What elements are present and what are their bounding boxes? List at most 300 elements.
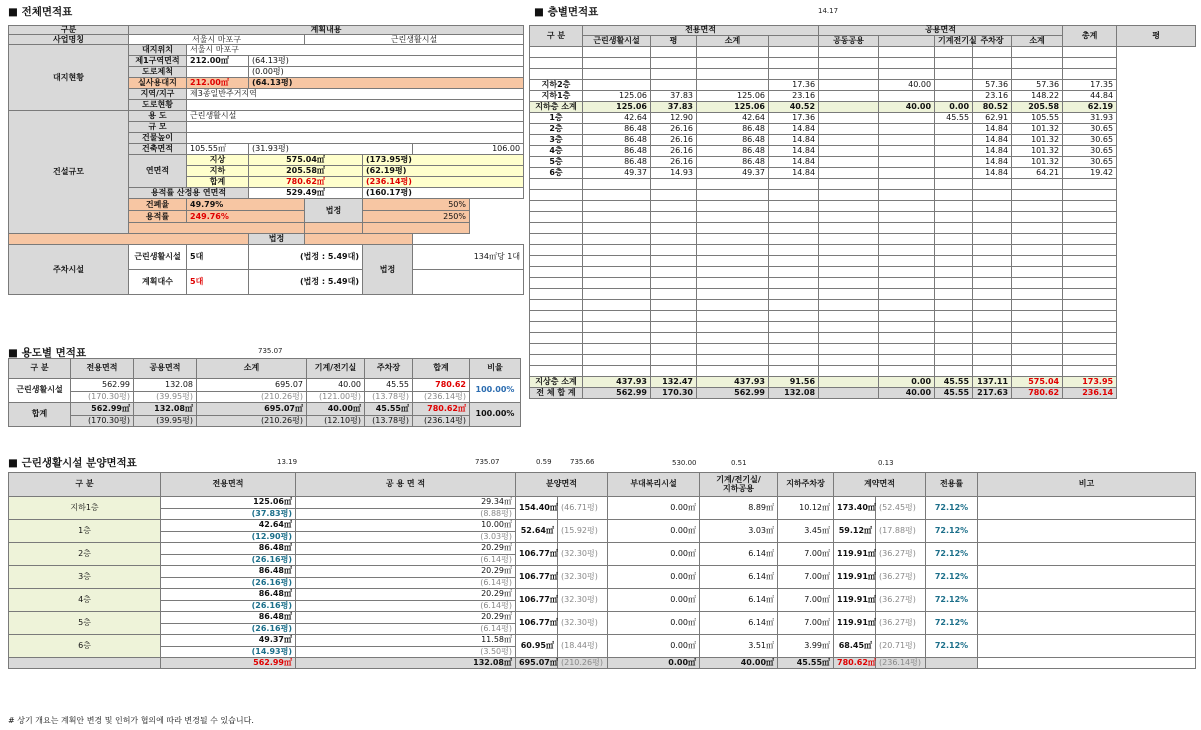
- far-label: 용적률: [129, 211, 187, 223]
- empty-cell: [651, 366, 697, 377]
- parking-use-legal: (법정 : 5.49대): [249, 245, 363, 270]
- col-head-plan: 계획내용: [129, 26, 524, 35]
- sale-col-head: 공 용 면 적: [296, 473, 516, 497]
- floor-cell: 148.22: [1012, 91, 1063, 102]
- empty-cell: [819, 212, 879, 223]
- sale-contract-pyeong: (36.27평): [876, 543, 926, 566]
- empty-cell: [769, 289, 819, 300]
- floor-grand-cell: 780.62: [1012, 388, 1063, 399]
- bcr-label: 건폐율: [129, 199, 187, 211]
- empty-cell: [697, 289, 769, 300]
- empty-cell: [879, 245, 935, 256]
- sale-common-pyeong: (3.50평): [296, 647, 516, 658]
- floor-cell: [819, 69, 879, 80]
- floor-cell: 86.48: [697, 146, 769, 157]
- floor-cell: 14.93: [651, 168, 697, 179]
- empty-cell: [973, 256, 1012, 267]
- empty-cell: [819, 201, 879, 212]
- empty-cell: [879, 300, 935, 311]
- floor-bottom-note: 0.13: [878, 459, 894, 467]
- floor-cell: 17.35: [1063, 80, 1117, 91]
- floor-cell: 105.55: [1012, 113, 1063, 124]
- empty-cell: [973, 322, 1012, 333]
- empty-cell: [1063, 355, 1117, 366]
- empty-cell: [819, 311, 879, 322]
- sale-common: 11.58㎡: [296, 635, 516, 647]
- sale-total-area-pyeong: (210.26평): [558, 658, 608, 669]
- empty-cell: [819, 256, 879, 267]
- sale-contract: 119.91㎡: [834, 566, 876, 589]
- sale-parking: 7.00㎡: [778, 612, 834, 635]
- floor-sub-head: 공동공용: [819, 36, 879, 47]
- building-area-right: 106.00: [413, 144, 524, 155]
- floor-cell: [935, 69, 973, 80]
- sale-remark: [978, 497, 1196, 520]
- empty-cell: [769, 212, 819, 223]
- empty-cell: [651, 190, 697, 201]
- empty-cell: [651, 300, 697, 311]
- floor-cell: 17.36: [769, 80, 819, 91]
- use-label: 용 도: [129, 111, 187, 122]
- table-row: [530, 190, 1196, 201]
- sale-row-name: 5층: [9, 612, 161, 635]
- sale-common-pyeong: (6.14평): [296, 624, 516, 635]
- use-row-val: 695.07: [197, 379, 307, 392]
- empty-cell: [697, 322, 769, 333]
- empty-cell: [935, 278, 973, 289]
- floor-cell: 101.32: [1012, 135, 1063, 146]
- sale-parking: 7.00㎡: [778, 543, 834, 566]
- floor-cell: 37.83: [651, 102, 697, 113]
- sale-area: 154.40㎡: [516, 497, 558, 520]
- empty-cell: [1063, 245, 1117, 256]
- sale-ratio: 72.12%: [926, 635, 978, 658]
- floor-cell: [879, 47, 935, 58]
- floor-cell: [879, 91, 935, 102]
- floor-cell: [879, 69, 935, 80]
- use-row-name: 근린생활시설: [9, 379, 71, 403]
- empty-cell: [935, 300, 973, 311]
- empty-cell: [769, 245, 819, 256]
- use-row-pyeong: (13.78평): [365, 392, 413, 403]
- empty-cell: [1012, 256, 1063, 267]
- floor-above-cell: 132.47: [651, 377, 697, 388]
- use-sum-pyeong: (170.30평): [71, 416, 134, 427]
- project-use: 근린생활시설: [305, 35, 524, 45]
- use-sum-pyeong: (236.14평): [413, 416, 470, 427]
- floor-cell: 86.48: [697, 124, 769, 135]
- sale-mech: 6.14㎡: [700, 612, 778, 635]
- use-row-val: 780.62: [413, 379, 470, 392]
- sale-exclusive: 86.48㎡: [161, 543, 296, 555]
- sale-common: 20.29㎡: [296, 589, 516, 601]
- floor-cell: 40.00: [879, 102, 935, 113]
- empty-cell: [1012, 212, 1063, 223]
- floor-above-cell: 0.00: [879, 377, 935, 388]
- sale-ratio: 72.12%: [926, 612, 978, 635]
- sale-contract-pyeong: (17.88평): [876, 520, 926, 543]
- empty-cell: [935, 355, 973, 366]
- floor-area-title: ■ 층별면적표: [534, 6, 599, 18]
- empty-cell: [973, 201, 1012, 212]
- floor-bottom-note: 0.51: [731, 459, 747, 467]
- floor-cell: 40.00: [879, 80, 935, 91]
- sale-total-contract-pyeong: (236.14평): [876, 658, 926, 669]
- table-row: [530, 355, 1196, 366]
- empty-cell: [819, 300, 879, 311]
- floor-cell: 86.48: [583, 124, 651, 135]
- floor-cell: 57.36: [1012, 80, 1063, 91]
- sale-row-name: 2층: [9, 543, 161, 566]
- empty-cell: [1063, 201, 1117, 212]
- sale-parking: 10.12㎡: [778, 497, 834, 520]
- floor-cell: [879, 113, 935, 124]
- floor-row-name: [530, 69, 583, 80]
- floor-cell: [651, 80, 697, 91]
- empty-cell: [935, 179, 973, 190]
- table-row: [530, 179, 1196, 190]
- floor-cell: 26.16: [651, 146, 697, 157]
- empty-cell: [530, 344, 583, 355]
- floor-cell: 26.16: [651, 124, 697, 135]
- floor-cell: 64.21: [1012, 168, 1063, 179]
- floor-row-name: 지하층 소계: [530, 102, 583, 113]
- sale-note: 735.66: [570, 458, 595, 466]
- sale-mech: 3.51㎡: [700, 635, 778, 658]
- floor-cell: [583, 58, 651, 69]
- floor-row-name: 지하1층: [530, 91, 583, 102]
- empty-cell: [1063, 179, 1117, 190]
- table-row: [530, 157, 1196, 168]
- sale-exclusive-pyeong: (26.16평): [161, 578, 296, 589]
- footnote: # 상기 개요는 계획안 변경 및 인허가 협의에 따라 변경될 수 있습니다.: [8, 716, 254, 725]
- empty-cell: [879, 212, 935, 223]
- floor-cell: [583, 80, 651, 91]
- use-row-pyeong: (121.00평): [307, 392, 365, 403]
- floor-cell: 62.19: [1063, 102, 1117, 113]
- empty-cell: [819, 355, 879, 366]
- sale-area-pyeong: (32.30평): [558, 589, 608, 612]
- empty-cell: [769, 344, 819, 355]
- empty-cell: [1012, 366, 1063, 377]
- empty-cell: [697, 179, 769, 190]
- floor-cell: 125.06: [697, 102, 769, 113]
- sale-total-contract: 780.62㎡: [834, 658, 876, 669]
- table-row: [530, 333, 1196, 344]
- far-gfa-pyeong: (160.17평): [363, 188, 524, 199]
- empty-cell: [530, 322, 583, 333]
- table-row: [530, 201, 1196, 212]
- empty-cell: [530, 278, 583, 289]
- table-row: [530, 322, 1196, 333]
- empty-cell: [583, 278, 651, 289]
- table-row: [530, 47, 1196, 58]
- gfa-sum-label: 합계: [187, 177, 249, 188]
- empty-cell: [530, 201, 583, 212]
- empty-cell: [1012, 179, 1063, 190]
- sale-note: 0.59: [536, 458, 552, 466]
- floor-cell: [819, 124, 879, 135]
- floor-cell: 86.48: [697, 135, 769, 146]
- empty-cell: [1012, 223, 1063, 234]
- empty-cell: [651, 201, 697, 212]
- empty-cell: [651, 322, 697, 333]
- empty-cell: [583, 190, 651, 201]
- floor-cell: [973, 69, 1012, 80]
- empty-cell: [697, 212, 769, 223]
- empty-cell: [879, 322, 935, 333]
- site-location-value: 서울시 마포구: [187, 45, 524, 56]
- empty-cell: [973, 212, 1012, 223]
- empty-cell: [697, 344, 769, 355]
- floor-cell: 125.06: [697, 91, 769, 102]
- empty-cell: [1012, 289, 1063, 300]
- empty-cell: [1012, 344, 1063, 355]
- empty-cell: [769, 201, 819, 212]
- empty-cell: [935, 245, 973, 256]
- sale-exclusive-pyeong: (14.93평): [161, 647, 296, 658]
- floor-cell: [819, 168, 879, 179]
- empty-cell: [769, 311, 819, 322]
- empty-cell: [769, 278, 819, 289]
- sale-total-exclusive: 562.99㎡: [161, 658, 296, 669]
- empty-cell: [530, 289, 583, 300]
- empty-cell: [697, 223, 769, 234]
- bcr-value: 49.79%: [187, 199, 305, 211]
- empty-cell: [973, 267, 1012, 278]
- empty-cell: [973, 366, 1012, 377]
- empty-cell: [583, 311, 651, 322]
- floor-cell: [879, 124, 935, 135]
- empty-cell: [973, 223, 1012, 234]
- floor-grand-cell: 45.55: [935, 388, 973, 399]
- empty-cell: [651, 355, 697, 366]
- far-value: 249.76%: [187, 211, 305, 223]
- empty-cell: [1012, 333, 1063, 344]
- empty-cell: [530, 366, 583, 377]
- empty-cell: [935, 256, 973, 267]
- sale-row-name: 지하1층: [9, 497, 161, 520]
- site-area-label: 제1구역면적: [129, 56, 187, 67]
- sale-area: 106.77㎡: [516, 589, 558, 612]
- floor-cell: 14.84: [769, 168, 819, 179]
- sale-area: 60.95㎡: [516, 635, 558, 658]
- empty-cell: [935, 190, 973, 201]
- sale-contract-pyeong: (36.27평): [876, 566, 926, 589]
- empty-cell: [973, 179, 1012, 190]
- empty-cell: [697, 234, 769, 245]
- empty-cell: [583, 355, 651, 366]
- floor-col-total: 총계: [1063, 26, 1117, 47]
- floor-cell: 26.16: [651, 157, 697, 168]
- floor-cell: 14.84: [973, 124, 1012, 135]
- empty-cell: [879, 201, 935, 212]
- table-row: [530, 267, 1196, 278]
- sale-mech: 3.03㎡: [700, 520, 778, 543]
- sale-area-pyeong: (32.30평): [558, 612, 608, 635]
- floor-cell: [819, 91, 879, 102]
- empty-cell: [697, 333, 769, 344]
- empty-cell: [1012, 355, 1063, 366]
- empty-cell: [819, 289, 879, 300]
- floor-sub-head: 근린생활시설: [583, 36, 651, 47]
- sale-contract: 59.12㎡: [834, 520, 876, 543]
- empty-cell: [973, 289, 1012, 300]
- empty-cell: [1063, 267, 1117, 278]
- empty-cell: [819, 278, 879, 289]
- sale-note: 13.19: [277, 458, 298, 466]
- floor-cell: [935, 91, 973, 102]
- empty-cell: [583, 322, 651, 333]
- empty-cell: [1012, 322, 1063, 333]
- floor-cell: 23.16: [973, 91, 1012, 102]
- floor-cell: [935, 135, 973, 146]
- legal-label-2: 법정: [249, 234, 305, 245]
- floor-cell: 101.32: [1012, 124, 1063, 135]
- empty-cell: [1063, 223, 1117, 234]
- floor-cell: 101.32: [1012, 157, 1063, 168]
- floor-cell: [583, 47, 651, 58]
- floor-cell: 14.84: [973, 146, 1012, 157]
- use-sum-val: 40.00㎡: [307, 403, 365, 416]
- floor-row-name: 6층: [530, 168, 583, 179]
- floor-cell: [935, 124, 973, 135]
- table-row: [530, 168, 1196, 179]
- empty-cell: [697, 256, 769, 267]
- empty-cell: [879, 179, 935, 190]
- floor-sub-head: 평: [651, 36, 697, 47]
- sale-welfare: 0.00㎡: [608, 497, 700, 520]
- sale-row-name: 4층: [9, 589, 161, 612]
- floor-cell: [819, 58, 879, 69]
- empty-cell: [530, 223, 583, 234]
- floor-cell: [697, 80, 769, 91]
- use-col-head: 공용면적: [134, 359, 197, 379]
- use-sum-ratio: 100.00%: [470, 403, 521, 427]
- floor-cell: 30.65: [1063, 135, 1117, 146]
- table-row: [530, 366, 1196, 377]
- sale-common: 29.34㎡: [296, 497, 516, 509]
- empty-cell: [935, 333, 973, 344]
- empty-cell: [583, 245, 651, 256]
- empty-cell: [530, 245, 583, 256]
- use-sum-pyeong: (39.95평): [134, 416, 197, 427]
- empty-cell: [926, 658, 978, 669]
- parking-use-label: 근린생활시설: [129, 245, 187, 270]
- empty-cell: [935, 344, 973, 355]
- floor-cell: 125.06: [583, 91, 651, 102]
- empty-cell: [697, 190, 769, 201]
- empty-cell: [1012, 190, 1063, 201]
- road-removal-pyeong: (0.00평): [249, 67, 524, 78]
- empty-cell: [651, 289, 697, 300]
- far-gfa-label: 용적률 산정용 연면적: [129, 188, 249, 199]
- table-row: [530, 212, 1196, 223]
- empty-cell: [769, 256, 819, 267]
- floor-cell: [1012, 69, 1063, 80]
- floor-cell: 37.83: [651, 91, 697, 102]
- empty-cell: [935, 289, 973, 300]
- use-col-head: 주차장: [365, 359, 413, 379]
- floor-grand-cell: [819, 388, 879, 399]
- use-col-head: 구 분: [9, 359, 71, 379]
- empty-cell: [583, 366, 651, 377]
- floor-above-cell: 437.93: [697, 377, 769, 388]
- sale-col-head: 기계/전기실/ 지하공용: [700, 473, 778, 497]
- sale-exclusive-pyeong: (26.16평): [161, 624, 296, 635]
- floor-cell: 42.64: [583, 113, 651, 124]
- real-site-value: 212.00㎡: [187, 78, 249, 89]
- floor-grand-cell: 170.30: [651, 388, 697, 399]
- floor-sub-head: 기계전기실: [935, 36, 973, 47]
- floor-cell: [583, 69, 651, 80]
- floor-grand-cell: 40.00: [879, 388, 935, 399]
- floor-above-cell: 575.04: [1012, 377, 1063, 388]
- floor-above-cell: 437.93: [583, 377, 651, 388]
- sale-col-head: 부대복리시설: [608, 473, 700, 497]
- empty-cell: [769, 179, 819, 190]
- total-area-title: ■ 전체면적표: [8, 6, 73, 18]
- table-row: [9, 635, 1196, 647]
- floor-cell: 14.84: [973, 157, 1012, 168]
- sale-contract: 119.91㎡: [834, 543, 876, 566]
- floor-cell: [935, 80, 973, 91]
- sale-total-area: 695.07㎡: [516, 658, 558, 669]
- empty-cell: [651, 212, 697, 223]
- sale-area-table: [8, 472, 1196, 669]
- table-row: [530, 58, 1196, 69]
- empty-cell: [819, 333, 879, 344]
- empty-cell: [879, 267, 935, 278]
- table-row: [530, 234, 1196, 245]
- table-row: [530, 300, 1196, 311]
- sale-contract: 68.45㎡: [834, 635, 876, 658]
- table-row: [9, 497, 1196, 509]
- building-area-value: 105.55㎡: [187, 144, 249, 155]
- floor-cell: [879, 168, 935, 179]
- parking-plan-value: 5대: [187, 270, 249, 295]
- sale-col-head: 전용률: [926, 473, 978, 497]
- sale-contract-pyeong: (20.71평): [876, 635, 926, 658]
- table-row: [530, 278, 1196, 289]
- empty-cell: [651, 245, 697, 256]
- use-sum-pyeong: (13.78평): [365, 416, 413, 427]
- table-row: [530, 223, 1196, 234]
- empty-cell: [935, 322, 973, 333]
- sale-area: 106.77㎡: [516, 566, 558, 589]
- zone-label: 지역/지구: [129, 89, 187, 100]
- use-col-head: 비율: [470, 359, 521, 379]
- floor-cell: 86.48: [697, 157, 769, 168]
- floor-cell: 14.84: [769, 135, 819, 146]
- use-sum-val: 780.62㎡: [413, 403, 470, 416]
- floor-cell: 62.91: [973, 113, 1012, 124]
- sale-area: 106.77㎡: [516, 612, 558, 635]
- sale-remark: [978, 520, 1196, 543]
- table-row: [530, 113, 1196, 124]
- empty-cell: [879, 289, 935, 300]
- floor-sub-head: 주차장: [973, 36, 1012, 47]
- sale-total-parking: 45.55㎡: [778, 658, 834, 669]
- empty-cell: [651, 267, 697, 278]
- empty-cell: [583, 256, 651, 267]
- empty-cell: [973, 344, 1012, 355]
- floor-cell: [697, 58, 769, 69]
- empty-cell: [769, 223, 819, 234]
- floor-cell: 42.64: [697, 113, 769, 124]
- empty-cell: [583, 212, 651, 223]
- zone-value: 제3종일반주거지역: [187, 89, 524, 100]
